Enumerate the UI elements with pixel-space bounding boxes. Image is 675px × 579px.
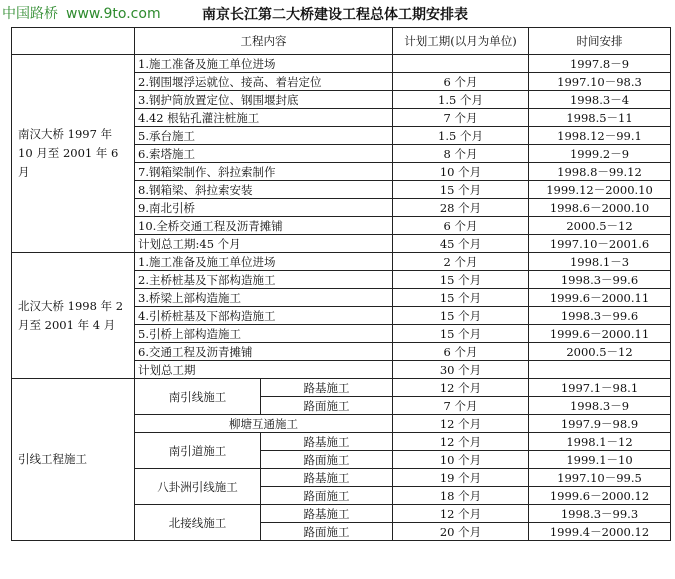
watermark [2, 3, 161, 23]
time-schedule: 1998.1－12 [529, 433, 671, 451]
work-item: 4.引桥桩基及下部构造施工 [135, 307, 393, 325]
time-schedule: 1999.6－2000.11 [529, 289, 671, 307]
work-item: 计划总工期 [135, 361, 393, 379]
subproject-phase: 路面施工 [261, 451, 393, 469]
time-schedule: 1998.1－3 [529, 253, 671, 271]
approach-group-label: 引线工程施工 [12, 379, 135, 541]
time-schedule: 1998.3－99.6 [529, 271, 671, 289]
planned-period: 6 个月 [393, 217, 529, 235]
time-schedule: 1999.12－2000.10 [529, 181, 671, 199]
subproject-phase: 路面施工 [261, 523, 393, 541]
subproject-name: 八卦洲引线施工 [135, 469, 261, 505]
table-row [12, 379, 671, 397]
work-item: 1.施工准备及施工单位进场 [135, 55, 393, 73]
planned-period: 1.5 个月 [393, 127, 529, 145]
subproject-phase: 路面施工 [261, 487, 393, 505]
time-schedule [529, 361, 671, 379]
time-schedule: 1999.6－2000.12 [529, 487, 671, 505]
header-row [12, 28, 671, 55]
work-item: 2.主桥桩基及下部构造施工 [135, 271, 393, 289]
planned-period: 6 个月 [393, 343, 529, 361]
planned-period: 20 个月 [393, 523, 529, 541]
subproject-phase: 路基施工 [261, 469, 393, 487]
page-title: 南京长江第二大桥建设工程总体工期安排表 [202, 7, 468, 23]
planned-period: 1.5 个月 [393, 91, 529, 109]
subproject-name: 柳塘互通施工 [135, 415, 393, 433]
planned-period: 15 个月 [393, 325, 529, 343]
work-item: 1.施工准备及施工单位进场 [135, 253, 393, 271]
planned-period: 19 个月 [393, 469, 529, 487]
subproject-phase: 路面施工 [261, 397, 393, 415]
planned-period [393, 55, 529, 73]
time-schedule: 1998.3－9 [529, 397, 671, 415]
subproject-name: 北接线施工 [135, 505, 261, 541]
time-schedule: 1998.3－99.6 [529, 307, 671, 325]
planned-period: 18 个月 [393, 487, 529, 505]
time-schedule: 1998.6－2000.10 [529, 199, 671, 217]
watermark-url: www.9to.com [66, 6, 161, 22]
planned-period: 15 个月 [393, 271, 529, 289]
work-item: 10.全桥交通工程及沥青摊铺 [135, 217, 393, 235]
header-period: 计划工期(以月为单位) [393, 28, 529, 55]
work-item: 3.桥梁上部构造施工 [135, 289, 393, 307]
planned-period: 2 个月 [393, 253, 529, 271]
south-group-label: 南汉大桥 1997 年 10 月至 2001 年 6 月 [12, 55, 135, 253]
subproject-name: 南引线施工 [135, 379, 261, 415]
planned-period: 15 个月 [393, 181, 529, 199]
planned-period: 8 个月 [393, 145, 529, 163]
work-item: 8.钢箱梁、斜拉索安装 [135, 181, 393, 199]
table-row [12, 55, 671, 73]
work-item: 5.承台施工 [135, 127, 393, 145]
time-schedule: 1997.10－99.5 [529, 469, 671, 487]
work-item: 7.钢箱梁制作、斜拉索制作 [135, 163, 393, 181]
planned-period: 12 个月 [393, 433, 529, 451]
time-schedule: 2000.5－12 [529, 343, 671, 361]
time-schedule: 1997.8－9 [529, 55, 671, 73]
time-schedule: 1999.2－9 [529, 145, 671, 163]
time-schedule: 1997.10－98.3 [529, 73, 671, 91]
planned-period: 7 个月 [393, 397, 529, 415]
planned-period: 7 个月 [393, 109, 529, 127]
planned-period: 15 个月 [393, 289, 529, 307]
subproject-phase: 路基施工 [261, 433, 393, 451]
time-schedule: 1997.10－2001.6 [529, 235, 671, 253]
time-schedule: 1997.9－98.9 [529, 415, 671, 433]
schedule-table [11, 27, 671, 541]
time-schedule: 1999.4－2000.12 [529, 523, 671, 541]
time-schedule: 1998.5－11 [529, 109, 671, 127]
planned-period: 10 个月 [393, 451, 529, 469]
time-schedule: 1998.12－99.1 [529, 127, 671, 145]
work-item: 9.南北引桥 [135, 199, 393, 217]
planned-period: 28 个月 [393, 199, 529, 217]
work-item: 计划总工期:45 个月 [135, 235, 393, 253]
work-item: 6.交通工程及沥青摊铺 [135, 343, 393, 361]
subproject-phase: 路基施工 [261, 379, 393, 397]
time-schedule: 1997.1－98.1 [529, 379, 671, 397]
planned-period: 12 个月 [393, 379, 529, 397]
header-content: 工程内容 [135, 28, 393, 55]
header-blank [12, 28, 135, 55]
work-item: 3.钢护筒放置定位、钢围堰封底 [135, 91, 393, 109]
time-schedule: 2000.5－12 [529, 217, 671, 235]
planned-period: 12 个月 [393, 505, 529, 523]
watermark-brand: 中国路桥 [2, 6, 58, 22]
planned-period: 30 个月 [393, 361, 529, 379]
time-schedule: 1999.6－2000.11 [529, 325, 671, 343]
work-item: 5.引桥上部构造施工 [135, 325, 393, 343]
time-schedule: 1998.3－4 [529, 91, 671, 109]
planned-period: 45 个月 [393, 235, 529, 253]
planned-period: 6 个月 [393, 73, 529, 91]
work-item: 4.42 根钻孔灌注桩施工 [135, 109, 393, 127]
north-group-label: 北汉大桥 1998 年 2 月至 2001 年 4 月 [12, 253, 135, 379]
work-item: 2.钢围堰浮运就位、接高、着岩定位 [135, 73, 393, 91]
time-schedule: 1998.3－99.3 [529, 505, 671, 523]
time-schedule: 1998.8－99.12 [529, 163, 671, 181]
work-item: 6.索塔施工 [135, 145, 393, 163]
header-schedule: 时间安排 [529, 28, 671, 55]
subproject-phase: 路基施工 [261, 505, 393, 523]
planned-period: 15 个月 [393, 307, 529, 325]
planned-period: 12 个月 [393, 415, 529, 433]
subproject-name: 南引道施工 [135, 433, 261, 469]
planned-period: 10 个月 [393, 163, 529, 181]
time-schedule: 1999.1－10 [529, 451, 671, 469]
table-row [12, 253, 671, 271]
